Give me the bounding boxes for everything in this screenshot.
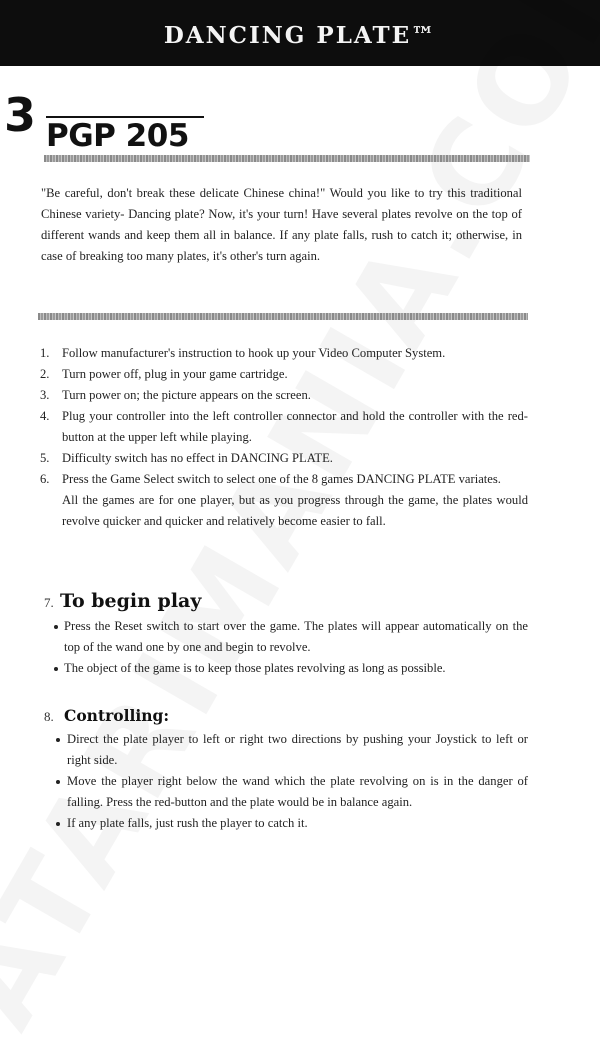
bullet-list (44, 616, 528, 679)
bullet-item (44, 616, 528, 658)
step-text: Follow manufacturer's instruction to hook up your Video Computer System. (62, 346, 446, 360)
section-begin-play (44, 590, 528, 679)
divider-stripe (44, 155, 530, 162)
bullet-icon (56, 780, 60, 784)
setup-steps (40, 343, 528, 532)
section-number: 7. (44, 595, 54, 610)
step-number: 3. (40, 388, 50, 402)
step-text: Turn power off, plug in your game cartridge. (62, 367, 288, 381)
product-code: PGP 205 (46, 118, 189, 154)
step-item (40, 364, 528, 385)
bullet-text: Move the player right below the wand which the plate revolving on is in the danger of falling. Press the red-button and the plate would be in balance again. (67, 774, 528, 809)
bullet-text: The object of the game is to keep those plates revolving as long as possible. (64, 661, 446, 675)
bullet-item (44, 729, 528, 771)
section-number: 8. (44, 709, 54, 724)
section-title: Controlling: (64, 706, 170, 725)
step-note: All the games are for one player, but as you progress through the game, the plates would revolve quicker and quicker and relatively become easier to fall. (62, 493, 528, 528)
step-item (40, 385, 528, 406)
step-item (40, 343, 528, 364)
step-number: 4. (40, 409, 50, 423)
bullet-text: If any plate falls, just rush the player to catch it. (67, 816, 308, 830)
step-text: Turn power on; the picture appears on the screen. (62, 388, 311, 402)
bullet-list (44, 729, 528, 834)
bullet-icon (54, 667, 58, 671)
bullet-text: Direct the plate player to left or right two directions by pushing your Joystick to left or right side. (67, 732, 528, 767)
step-number: 5. (40, 451, 50, 465)
step-number: 2. (40, 367, 50, 381)
section-title: To begin play (60, 590, 202, 612)
bullet-item (44, 658, 528, 679)
chapter-number: 3 (4, 88, 37, 142)
bullet-icon (54, 625, 58, 629)
step-item (40, 448, 528, 469)
section-controlling (44, 706, 528, 834)
bullet-icon (56, 738, 60, 742)
divider-stripe (38, 313, 528, 320)
bullet-item (44, 813, 528, 834)
bullet-item (44, 771, 528, 813)
step-text: Plug your controller into the left controller connector and hold the controller with the red-button at the upper left while playing. (62, 409, 528, 444)
step-item (40, 469, 528, 490)
bullet-icon (56, 822, 60, 826)
step-text: Difficulty switch has no effect in DANCING PLATE. (62, 451, 333, 465)
bullet-text: Press the Reset switch to start over the game. The plates will appear automatically on the top of the wand one by one and begin to revolve. (64, 619, 528, 654)
step-text: Press the Game Select switch to select one of the 8 games DANCING PLATE variates. (62, 472, 501, 486)
page-title: DANCING PLATE™ (163, 21, 437, 49)
step-number: 1. (40, 346, 50, 360)
intro-paragraph: "Be careful, don't break these delicate Chinese china!" Would you like to try this traditional Chinese variety- Dancing plate? Now, it's your turn! Have several plates revolve on the top of different wands and keep them all in balance. If any plate falls, rush to catch it; otherwise, in case of breaking too many plates, it's other's turn again. (41, 186, 522, 263)
header-bar (0, 0, 600, 66)
step-item (40, 406, 528, 448)
step-number: 6. (40, 472, 50, 486)
